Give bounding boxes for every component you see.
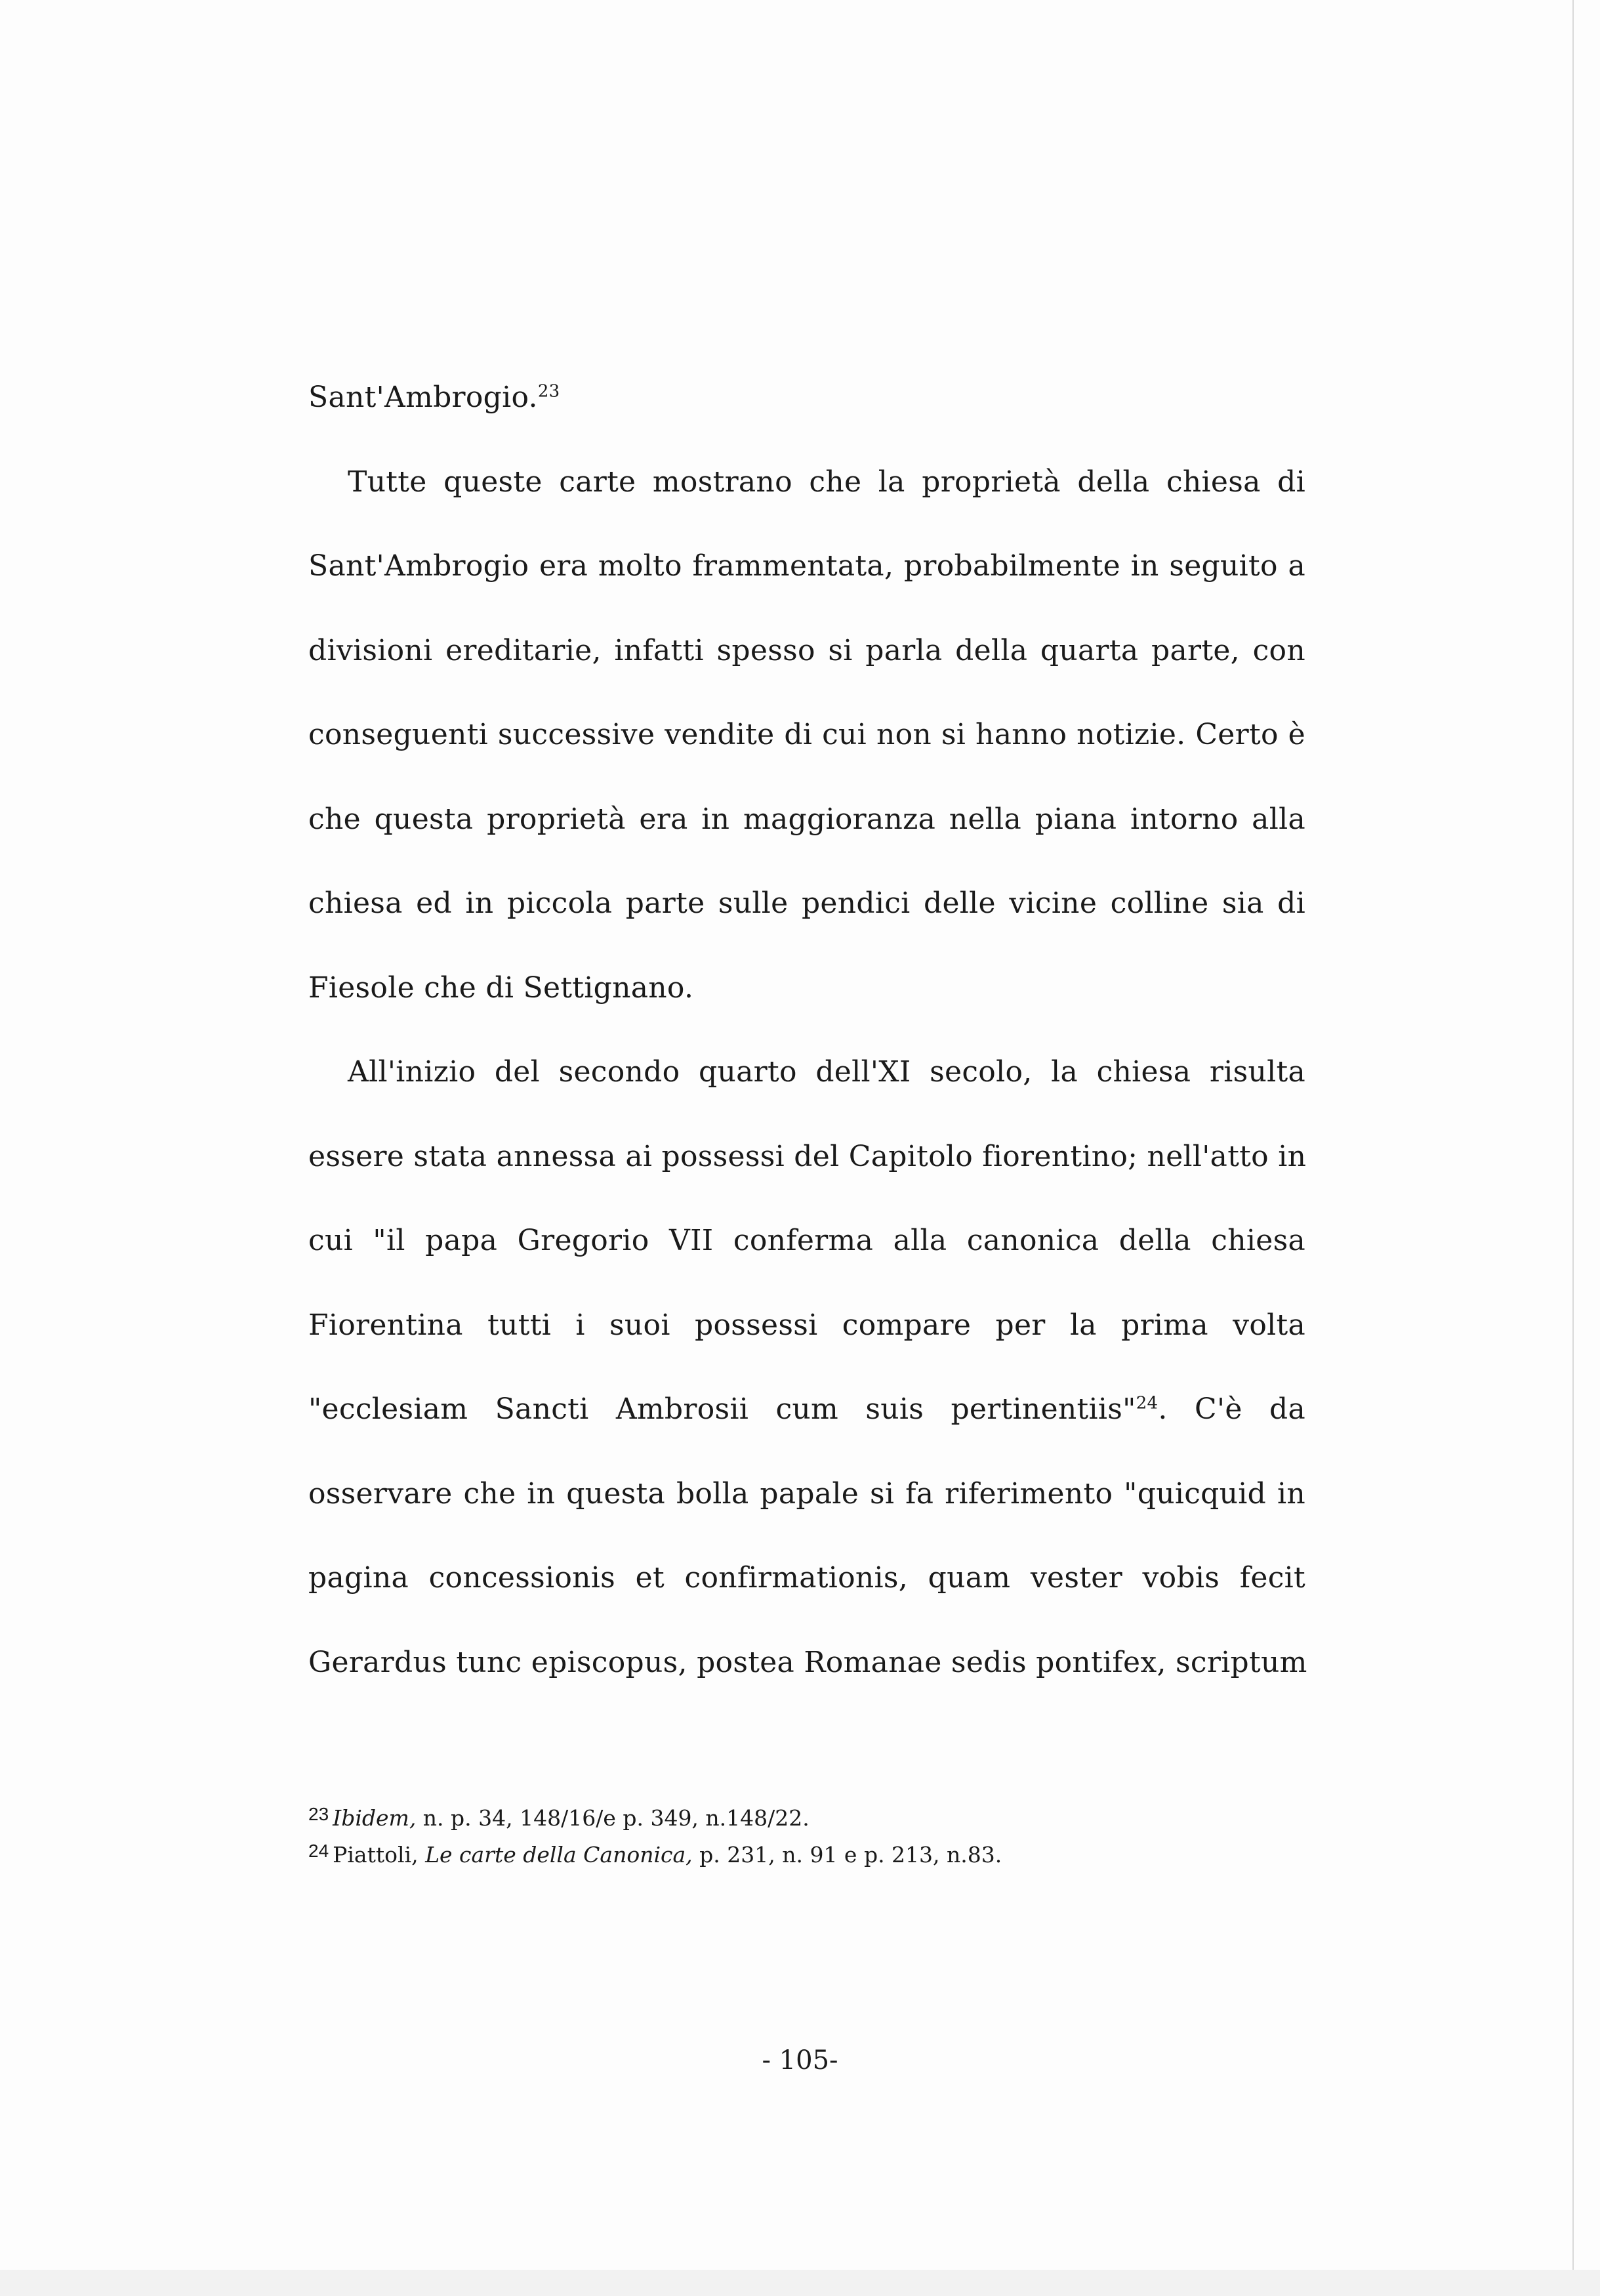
footnote-23: $^{23}$ Ibidem, n. p. 34, 148/16/e p. 349, n.148/22.	[308, 1804, 810, 1831]
text-line-16: Gerardus tunc episcopus, postea Romanae sedis pontifex, scriptum	[308, 1645, 1307, 1679]
text-line-3: Sant'Ambrogio era molto frammentata, probabilmente in seguito a	[308, 549, 1305, 583]
body-text	[308, 371, 1305, 1720]
text-line-2: Tutte queste carte mostrano che la proprietà della chiesa di	[348, 465, 1305, 499]
text-line-1: Sant'Ambrogio.$^{23}$	[308, 381, 560, 414]
text-line-13: "ecclesiam Sancti Ambrosii cum suis pertinentiis"$^{24}$. C'è da	[308, 1392, 1306, 1426]
page-edge-shadow	[1572, 0, 1574, 2296]
text-line-8: Fiesole che di Settignano.	[308, 971, 694, 1005]
scan-bottom-margin	[0, 2270, 1600, 2296]
text-line-6: che questa proprietà era in maggioranza nella piana intorno alla	[308, 802, 1305, 836]
text-line-12: Fiorentina tutti i suoi possessi compare per la prima volta	[308, 1308, 1305, 1342]
footnote-number: 23	[308, 1804, 329, 1824]
text-line-15: pagina concessionis et confirmationis, quam vester vobis fecit	[308, 1561, 1305, 1595]
footnotes	[308, 1798, 1305, 1871]
text-line-5: conseguenti successive vendite di cui non si hanno notizie. Certo è	[308, 718, 1305, 751]
text-line-9: All'inizio del secondo quarto dell'XI secolo, la chiesa risulta	[348, 1055, 1305, 1089]
footnote-24: $^{24}$ Piattoli, Le carte della Canonica, p. 231, n. 91 e p. 213, n.83.	[308, 1841, 1002, 1868]
text-line-10: essere stata annessa ai possessi del Capitolo fiorentino; nell'atto in	[308, 1139, 1307, 1173]
footnote-ref-23: 23	[537, 381, 560, 402]
text-line-14: osservare che in questa bolla papale si fa riferimento "quicquid in	[308, 1476, 1305, 1511]
page-number: - 105-	[762, 2045, 838, 2076]
footnote-number: 24	[308, 1841, 329, 1861]
footnote-ref-24: 24	[1136, 1393, 1159, 1413]
text-line-7: chiesa ed in piccola parte sulle pendici delle vicine colline sia di	[308, 887, 1305, 920]
text-line-11: cui "il papa Gregorio VII conferma alla canonica della chiesa	[308, 1224, 1305, 1257]
text-line-4: divisioni ereditarie, infatti spesso si parla della quarta parte, con	[308, 633, 1305, 667]
